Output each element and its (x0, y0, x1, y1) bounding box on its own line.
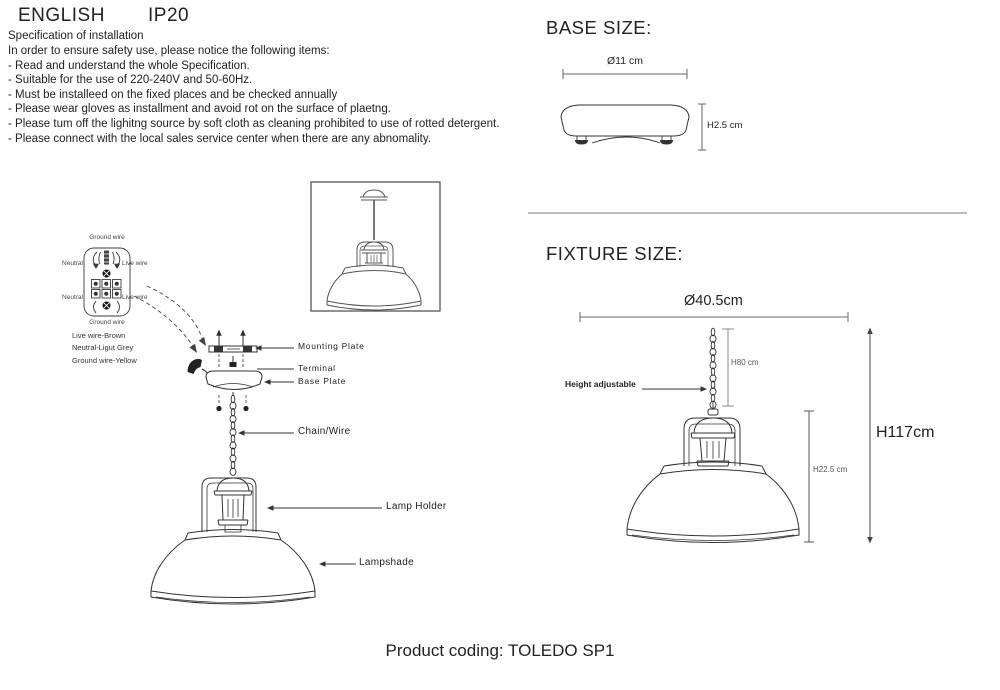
neutral-top-label: Neutral (62, 260, 83, 267)
part-label-lamp-holder: Lamp Holder (386, 501, 447, 512)
leader-arrowhead-icon (701, 386, 708, 392)
chain-height-dim: H80 cm (731, 358, 759, 367)
assembly-diagram (151, 330, 382, 605)
part-label-terminal: Terminal (298, 363, 336, 373)
guide-arrowhead-icon (199, 337, 206, 346)
fixture-diameter-dim: Ø40.5cm (684, 293, 743, 309)
ground-wire-top-label: Ground wire (89, 234, 125, 241)
guide-arrowhead-icon (190, 344, 198, 353)
spec-item: - Suitable for the use of 220-240V and 50-60Hz. (8, 74, 253, 87)
base-size-title: BASE SIZE: (546, 17, 652, 38)
ground-wire-bottom-label: Ground wire (89, 319, 125, 326)
part-label-chain-wire: Chain/Wire (298, 426, 351, 437)
wire-arrow-icon (93, 264, 99, 270)
language-label: ENGLISH (18, 5, 105, 26)
spec-item: - Must be installeed on the fixed places and be checked annually (8, 88, 338, 101)
dim-arrowhead-icon (867, 328, 873, 335)
spec-intro: In order to ensure safety use, please notice the following items: (8, 45, 330, 57)
spec-item: - Please wear gloves as installment and avoid rot on the surface of plaetng. (8, 103, 391, 116)
wiring-terminal-diagram (84, 248, 130, 316)
height-adjustable-label: Height adjustable (565, 379, 636, 389)
spec-item: - Read and understand the whole Specification. (8, 59, 250, 72)
spec-item: - Please connect with the local sales service center when there are any abnomality. (8, 132, 431, 145)
spec-item: - Please tum off the lighitng source by soft cloth as cleaning prohibited to use of rotted detergent. (8, 117, 500, 130)
spec-list (8, 44, 499, 146)
product-thumbnail-box (311, 182, 440, 311)
base-diameter-dim: Ø11 cm (607, 55, 643, 67)
live-wire-bottom-label: Live wire (122, 294, 148, 301)
part-label-base-plate: Base Plate (298, 376, 347, 386)
legend-ground-wire: Ground wire-Yellow (72, 355, 137, 365)
dim-arrowhead-icon (867, 537, 873, 544)
fixture-size-title: FIXTURE SIZE: (546, 243, 684, 264)
wire-arrow-icon (114, 264, 120, 270)
shade-height-dim: H22.5 cm (813, 465, 848, 474)
product-coding: Product coding: TOLEDO SP1 (385, 641, 615, 660)
total-height-dim: H117cm (876, 424, 935, 441)
part-label-mounting-plate: Mounting Plate (298, 341, 365, 351)
neutral-bottom-label: Neutral (62, 294, 83, 301)
ip-rating-label: IP20 (148, 5, 190, 26)
part-label-lampshade: Lampshade (359, 557, 414, 568)
spec-title: Specification of installation (8, 30, 144, 42)
live-wire-top-label: Live wire (122, 260, 148, 267)
base-size-drawing (561, 69, 706, 150)
wire-color-legend (72, 330, 137, 367)
fixture-size-drawing (580, 312, 873, 544)
base-height-dim: H2.5 cm (707, 120, 743, 131)
legend-neutral: Neutral-Ligut Grey (72, 343, 134, 353)
legend-live-wire: Live wire-Brown (72, 331, 126, 340)
